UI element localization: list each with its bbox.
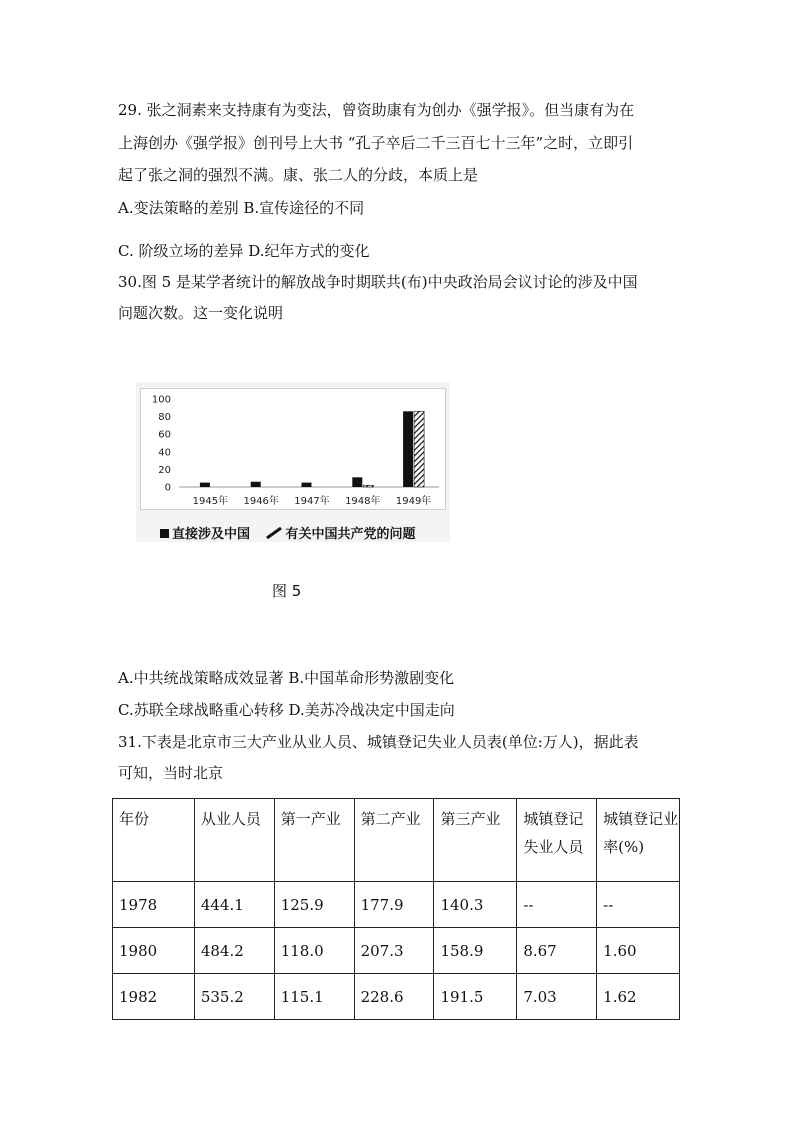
q29-line-1: 29. 张之洞素来支持康有为变法，曾资助康有为创办《强学报》。但当康有为在 [118, 101, 635, 119]
y-tick-label: 40 [158, 447, 171, 459]
table-cell: 115.1 [274, 974, 354, 1020]
chart-container [136, 382, 450, 542]
x-tick-label: 1945年 [192, 496, 229, 507]
y-tick-label: 100 [151, 394, 171, 406]
bar-1 [403, 411, 413, 487]
legend-label-series-1: 直接涉及中国 [172, 527, 251, 542]
q31-line-2: 可知，当时北京 [118, 764, 224, 782]
table-cell: 125.9 [274, 882, 354, 928]
table-row [113, 928, 680, 974]
x-tick-label: 1949年 [395, 496, 432, 507]
figure-caption: 图 5 [272, 582, 302, 600]
table-cell: 228.6 [354, 974, 434, 1020]
bar-1 [251, 482, 261, 487]
table-cell: -- [517, 882, 597, 928]
table-cell: 444.1 [194, 882, 274, 928]
q30-options-cd: C.苏联全球战略重心转移 D.美苏冷战决定中国走向 [118, 701, 455, 719]
table-row [113, 974, 680, 1020]
table-cell: 118.0 [274, 928, 354, 974]
bar-1 [302, 483, 312, 487]
bar-1 [352, 477, 362, 487]
table-cell: 1982 [113, 974, 195, 1020]
table-header-row [113, 799, 680, 882]
bar-2 [414, 411, 424, 487]
header-secondary: 第二产业 [354, 799, 434, 882]
table-cell: 191.5 [434, 974, 517, 1020]
q30-line-2: 问题次数。这一变化说明 [118, 304, 284, 322]
q31-line-1: 31.下表是北京市三大产业从业人员、城镇登记失业人员表(单位:万人)，据此表 [118, 733, 639, 751]
header-year: 年份 [113, 799, 195, 882]
q30-options-ab: A.中共统战策略成效显著 B.中国革命形势激剧变化 [118, 669, 455, 687]
header-unemployment-rate: 城镇登记业率(%) [597, 799, 680, 882]
table-cell: 158.9 [434, 928, 517, 974]
table-cell: 177.9 [354, 882, 434, 928]
y-tick-label: 0 [164, 482, 171, 494]
bar-1 [200, 483, 210, 487]
q30-line-1: 30.图 5 是某学者统计的解放战争时期联共(布)中央政治局会议讨论的涉及中国 [118, 273, 638, 291]
table-cell: 8.67 [517, 928, 597, 974]
table-cell: 1.60 [597, 928, 680, 974]
legend-swatch-solid [160, 529, 169, 538]
table-cell: 1980 [113, 928, 195, 974]
table-cell: 1.62 [597, 974, 680, 1020]
y-tick-label: 60 [158, 429, 171, 441]
bar-chart [141, 389, 445, 509]
legend-label-series-2: 有关中国共产党的问题 [285, 527, 416, 542]
table-cell: 535.2 [194, 974, 274, 1020]
y-tick-label: 20 [158, 464, 171, 476]
table-cell: 7.03 [517, 974, 597, 1020]
header-primary: 第一产业 [274, 799, 354, 882]
x-tick-label: 1948年 [345, 496, 381, 507]
chart-frame [140, 388, 446, 510]
x-tick-label: 1947年 [294, 496, 330, 507]
table-cell: 207.3 [354, 928, 434, 974]
bar-2 [363, 485, 373, 487]
q29-line-3: 起了张之洞的强烈不满。康、张二人的分歧，本质上是 [118, 166, 479, 184]
employment-table [112, 798, 680, 1020]
legend-swatch-hatched [265, 527, 283, 539]
q29-options-cd: C. 阶级立场的差异 D.纪年方式的变化 [118, 242, 370, 260]
chart-legend [160, 523, 416, 542]
table-cell: -- [597, 882, 680, 928]
header-tertiary: 第三产业 [434, 799, 517, 882]
table-row [113, 882, 680, 928]
table-cell: 140.3 [434, 882, 517, 928]
header-unemployed: 城镇登记失业人员 [517, 799, 597, 882]
table-cell: 1978 [113, 882, 195, 928]
x-tick-label: 1946年 [243, 496, 279, 507]
q29-line-2: 上海创办《强学报》创刊号上大书 “孔子卒后二千三百七十三年”之时，立即引 [118, 134, 634, 152]
table-cell: 484.2 [194, 928, 274, 974]
q29-options-ab: A.变法策略的差别 B.宣传途径的不同 [118, 199, 365, 217]
y-tick-label: 80 [158, 412, 171, 424]
header-employed: 从业人员 [194, 799, 274, 882]
